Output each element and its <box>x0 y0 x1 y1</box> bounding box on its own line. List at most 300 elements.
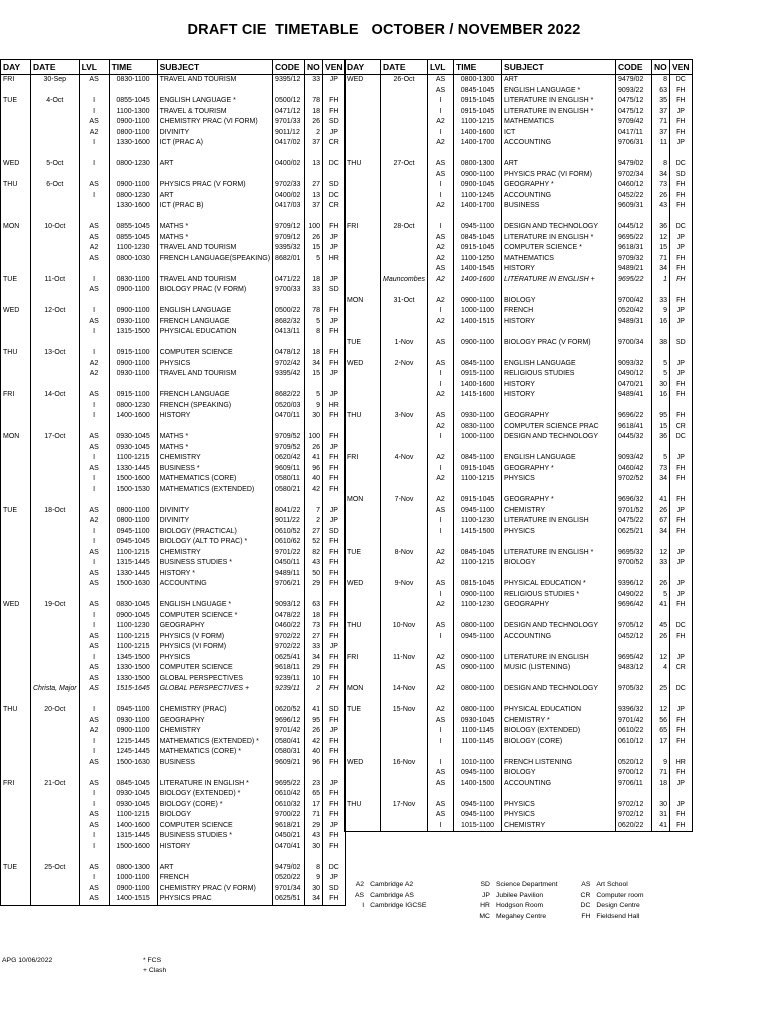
cell-date: 8-Nov <box>381 548 428 559</box>
cell-no: 8 <box>305 327 323 338</box>
cell-ven: JP <box>323 726 345 737</box>
spacer-row <box>1 422 346 433</box>
cell-code: 0625/41 <box>273 653 305 664</box>
cell-no: 12 <box>652 548 670 559</box>
cell-ven: FH <box>323 222 345 233</box>
cell-code <box>273 695 305 706</box>
cell-no: 33 <box>652 296 670 307</box>
cell-lvl: AS <box>79 779 109 790</box>
cell-code: 9700/12 <box>616 768 652 779</box>
spacer-row <box>1 149 346 160</box>
cell-day: FRI <box>1 779 31 790</box>
cell-date: 12-Oct <box>31 306 80 317</box>
cell-subject: BIOLOGY <box>157 810 272 821</box>
cell-subject <box>502 485 616 496</box>
cell-subject: COMPUTER SCIENCE * <box>157 611 272 622</box>
cell-subject: ART <box>157 159 272 170</box>
cell-day <box>345 422 381 433</box>
table-row <box>345 380 693 391</box>
table-row <box>1 579 346 590</box>
cell-subject <box>502 212 616 223</box>
cell-subject: CHEMISTRY PRAC (V FORM) <box>157 884 272 895</box>
cell-ven: SD <box>323 285 345 296</box>
table-row <box>345 180 693 191</box>
cell-code: 9093/22 <box>616 86 652 97</box>
cell-subject: CHEMISTRY (PRAC) <box>157 705 272 716</box>
cell-date <box>31 327 80 338</box>
spacer-row <box>345 642 693 653</box>
cell-no: 4 <box>652 663 670 674</box>
cell-lvl: I <box>428 306 454 317</box>
cell-lvl: AS <box>79 75 109 86</box>
cell-lvl: AS <box>428 411 454 422</box>
cell-day <box>1 621 31 632</box>
cell-code: 9093/42 <box>616 453 652 464</box>
cell-lvl <box>428 569 454 580</box>
cell-lvl: AS <box>79 821 109 832</box>
cell-ven: FH <box>323 327 345 338</box>
cell-ven <box>670 485 692 496</box>
cell-date <box>31 569 80 580</box>
cell-no: 26 <box>305 233 323 244</box>
cell-lvl: I <box>79 138 109 149</box>
cell-date <box>381 170 428 181</box>
cell-ven: JP <box>323 779 345 790</box>
cell-no: 37 <box>652 107 670 118</box>
cell-subject: PHYSICS PRAC (VI FORM) <box>502 170 616 181</box>
cell-day: WED <box>345 75 381 86</box>
cell-code <box>616 569 652 580</box>
cell-date <box>31 443 80 454</box>
cell-time <box>109 590 157 601</box>
cell-no: 67 <box>652 516 670 527</box>
cell-time: 1100-1215 <box>454 474 502 485</box>
cell-time <box>109 86 157 97</box>
cell-day: TUE <box>1 506 31 517</box>
cell-time: 1400-1600 <box>109 821 157 832</box>
cell-day <box>345 275 381 286</box>
cell-code: 9705/12 <box>616 621 652 632</box>
cell-time: 0830-1045 <box>109 600 157 611</box>
cell-lvl: AS <box>79 117 109 128</box>
cell-ven: DC <box>323 191 345 202</box>
cell-ven: FH <box>670 117 692 128</box>
spacer-row <box>345 611 693 622</box>
cell-date <box>381 810 428 821</box>
cell-subject: PHYSICS PRAC <box>157 894 272 905</box>
cell-subject <box>502 695 616 706</box>
cell-code: 0475/12 <box>616 96 652 107</box>
cell-date: 4-Nov <box>381 453 428 464</box>
cell-lvl: I <box>79 789 109 800</box>
cell-lvl: AS <box>79 390 109 401</box>
cell-lvl: AS <box>79 569 109 580</box>
cell-code: 0417/02 <box>273 138 305 149</box>
cell-no <box>652 569 670 580</box>
cell-code <box>273 768 305 779</box>
table-row <box>345 233 693 244</box>
cell-date <box>31 663 80 674</box>
cell-day <box>345 632 381 643</box>
table-row <box>1 506 346 517</box>
cell-day <box>345 138 381 149</box>
cell-subject: BIOLOGY (CORE) <box>502 737 616 748</box>
table-row <box>1 348 346 359</box>
cell-day: MON <box>345 296 381 307</box>
cell-date <box>381 642 428 653</box>
cell-subject <box>157 149 272 160</box>
table-row <box>1 621 346 632</box>
cell-time <box>454 348 502 359</box>
cell-time: 0800-1300 <box>454 75 502 86</box>
cell-subject: PHYSICS <box>502 474 616 485</box>
cell-time: 0800-1300 <box>454 159 502 170</box>
cell-date <box>381 117 428 128</box>
cell-subject: PHYSICS PRAC (V FORM) <box>157 180 272 191</box>
legend-venue-code: FH <box>581 912 591 920</box>
cell-ven <box>323 768 345 779</box>
legend-table <box>352 880 647 922</box>
cell-day <box>345 537 381 548</box>
cell-ven <box>670 674 692 685</box>
cell-day <box>1 411 31 422</box>
cell-date <box>31 611 80 622</box>
cell-day <box>1 380 31 391</box>
cell-no: 29 <box>305 579 323 590</box>
cell-code: 8682/01 <box>273 254 305 265</box>
cell-no: 5 <box>305 317 323 328</box>
cell-lvl: AS <box>428 264 454 275</box>
cell-date: 15-Nov <box>381 705 428 716</box>
cell-date <box>381 569 428 580</box>
cell-day <box>1 201 31 212</box>
cell-ven: FH <box>323 621 345 632</box>
cell-code: 9700/42 <box>616 296 652 307</box>
cell-no: 12 <box>652 233 670 244</box>
cell-subject <box>157 264 272 275</box>
cell-subject: BIOLOGY (EXTENDED) <box>502 726 616 737</box>
cell-code: 0470/41 <box>273 842 305 853</box>
cell-lvl: AS <box>79 684 109 695</box>
table-row <box>1 663 346 674</box>
cell-subject <box>157 590 272 601</box>
cell-code <box>273 212 305 223</box>
cell-day <box>1 443 31 454</box>
cell-lvl <box>79 86 109 97</box>
cell-ven <box>670 747 692 758</box>
cell-code: 9696/12 <box>273 716 305 727</box>
cell-ven <box>323 495 345 506</box>
cell-lvl: AS <box>79 548 109 559</box>
cell-time <box>454 747 502 758</box>
cell-ven: DC <box>670 432 692 443</box>
cell-lvl: A2 <box>428 254 454 265</box>
cell-date: 11-Nov <box>381 653 428 664</box>
legend-row <box>352 891 647 902</box>
cell-code: 0445/12 <box>616 222 652 233</box>
cell-code: 9701/42 <box>273 726 305 737</box>
cell-time <box>109 380 157 391</box>
cell-subject: ACCOUNTING <box>502 779 616 790</box>
cell-subject: BIOLOGY <box>502 558 616 569</box>
cell-code: 9709/12 <box>273 222 305 233</box>
cell-ven: FH <box>323 453 345 464</box>
table-row <box>345 201 693 212</box>
cell-ven: FH <box>323 348 345 359</box>
cell-day <box>1 548 31 559</box>
cell-code: 9696/22 <box>616 411 652 422</box>
cell-time: 1100-1145 <box>454 726 502 737</box>
cell-ven: FH <box>323 569 345 580</box>
cell-subject: DIVINITY <box>157 128 272 139</box>
cell-no: 65 <box>305 789 323 800</box>
cell-date <box>381 180 428 191</box>
cell-no: 30 <box>305 884 323 895</box>
cell-time: 0800-1230 <box>109 159 157 170</box>
table-row <box>345 779 693 790</box>
cell-ven <box>670 789 692 800</box>
cell-day <box>1 117 31 128</box>
cell-day: THU <box>345 800 381 811</box>
spacer-row <box>345 401 693 412</box>
cell-date: 30-Sep <box>31 75 80 86</box>
cell-day <box>1 128 31 139</box>
cell-subject: CHEMISTRY <box>157 453 272 464</box>
table-row <box>345 170 693 181</box>
spacer-row <box>1 380 346 391</box>
cell-ven: JP <box>670 590 692 601</box>
table-row <box>345 411 693 422</box>
cell-ven: FH <box>323 359 345 370</box>
cell-ven <box>323 170 345 181</box>
cell-date <box>381 443 428 454</box>
cell-lvl: A2 <box>428 243 454 254</box>
table-row <box>345 800 693 811</box>
cell-lvl <box>79 338 109 349</box>
cell-ven: FH <box>323 716 345 727</box>
cell-day <box>345 380 381 391</box>
cell-day: WED <box>345 359 381 370</box>
cell-code: 9702/12 <box>616 810 652 821</box>
cell-code: 0620/22 <box>616 821 652 832</box>
cell-ven: JP <box>670 705 692 716</box>
cell-code: 0460/22 <box>273 621 305 632</box>
header-time: TIME <box>454 60 502 75</box>
cell-day <box>345 401 381 412</box>
cell-day <box>345 768 381 779</box>
cell-no: 2 <box>305 516 323 527</box>
cell-time: 0930-1045 <box>109 432 157 443</box>
cell-lvl: I <box>79 558 109 569</box>
legend-level-name: Cambridge A2 <box>370 881 414 888</box>
cell-subject: LITERATURE IN ENGLISH <box>502 653 616 664</box>
legend-venue-code: JP <box>482 891 490 899</box>
cell-no: 40 <box>305 747 323 758</box>
table-row <box>345 296 693 307</box>
cell-ven: FH <box>670 254 692 265</box>
cell-ven: FH <box>670 810 692 821</box>
table-row <box>1 527 346 538</box>
cell-time: 1000-1100 <box>454 432 502 443</box>
cell-subject <box>157 695 272 706</box>
cell-no: 27 <box>305 527 323 538</box>
legend-level-name: Cambridge AS <box>370 891 414 899</box>
cell-subject: MATHEMATICS (CORE) * <box>157 747 272 758</box>
cell-no <box>305 149 323 160</box>
cell-subject: FRENCH <box>157 873 272 884</box>
cell-day <box>1 527 31 538</box>
cell-date <box>381 380 428 391</box>
cell-time: 0900-1045 <box>109 611 157 622</box>
cell-lvl: A2 <box>428 138 454 149</box>
cell-no: 40 <box>305 474 323 485</box>
spacer-row <box>345 695 693 706</box>
cell-subject <box>157 852 272 863</box>
cell-subject: MATHEMATICS (EXTENDED) <box>157 485 272 496</box>
cell-day <box>1 86 31 97</box>
cell-code: 0580/21 <box>273 485 305 496</box>
cell-day <box>1 516 31 527</box>
cell-date: 16-Nov <box>381 758 428 769</box>
cell-code <box>273 264 305 275</box>
footnote-fcs: * FCS <box>143 957 162 964</box>
header-day: DAY <box>345 60 381 75</box>
cell-no: 29 <box>305 821 323 832</box>
cell-code: 9696/42 <box>616 600 652 611</box>
legend-row <box>352 880 647 891</box>
cell-day <box>345 86 381 97</box>
cell-lvl: A2 <box>79 726 109 737</box>
spacer-row <box>1 212 346 223</box>
cell-no: 30 <box>305 842 323 853</box>
spacer-row <box>345 569 693 580</box>
cell-no: 27 <box>305 180 323 191</box>
cell-ven: JP <box>670 653 692 664</box>
cell-no: 42 <box>305 485 323 496</box>
cell-date <box>31 128 80 139</box>
cell-code: 9695/22 <box>273 779 305 790</box>
cell-no: 11 <box>652 138 670 149</box>
table-row <box>345 117 693 128</box>
cell-date <box>31 831 80 842</box>
cell-subject: HISTORY <box>502 317 616 328</box>
cell-ven: FH <box>323 800 345 811</box>
cell-code: 0500/12 <box>273 96 305 107</box>
cell-code: 0610/42 <box>273 789 305 800</box>
cell-no: 95 <box>652 411 670 422</box>
cell-no: 5 <box>305 390 323 401</box>
cell-lvl: AS <box>79 863 109 874</box>
cell-time: 1400-1600 <box>109 411 157 422</box>
legend-venue-name: Design Centre <box>596 902 640 909</box>
cell-no <box>652 642 670 653</box>
table-row <box>345 705 693 716</box>
cell-ven: FH <box>670 726 692 737</box>
cell-subject: ACCOUNTING <box>502 138 616 149</box>
cell-ven: JP <box>670 359 692 370</box>
cell-lvl: I <box>79 831 109 842</box>
cell-no <box>305 768 323 779</box>
spacer-row <box>345 443 693 454</box>
cell-lvl: I <box>428 369 454 380</box>
cell-time: 0900-1100 <box>454 590 502 601</box>
cell-time: 0845-1045 <box>109 779 157 790</box>
cell-subject: HISTORY <box>157 411 272 422</box>
cell-no <box>652 537 670 548</box>
cell-subject: ENGLISH LANGUAGE <box>502 359 616 370</box>
cell-lvl <box>79 422 109 433</box>
cell-time: 0945-1045 <box>109 537 157 548</box>
cell-code: 0610/52 <box>273 527 305 538</box>
cell-time: 1315-1445 <box>109 831 157 842</box>
cell-date: 18-Oct <box>31 506 80 517</box>
cell-subject: FRENCH LANGUAGE <box>157 317 272 328</box>
cell-ven: DC <box>670 75 692 86</box>
cell-lvl: I <box>79 159 109 170</box>
cell-ven: JP <box>323 369 345 380</box>
table-row <box>345 338 693 349</box>
cell-date <box>31 884 80 895</box>
cell-time: 1100-1215 <box>454 117 502 128</box>
cell-subject: ART <box>157 191 272 202</box>
cell-subject <box>502 747 616 758</box>
cell-time: 1330-1445 <box>109 569 157 580</box>
cell-lvl: AS <box>79 443 109 454</box>
cell-lvl <box>79 695 109 706</box>
cell-code: 9093/12 <box>273 600 305 611</box>
cell-code: 9618/41 <box>616 422 652 433</box>
cell-time: 1100-1215 <box>454 558 502 569</box>
cell-no: 17 <box>305 800 323 811</box>
cell-day: THU <box>345 411 381 422</box>
header-subject: SUBJECT <box>502 60 616 75</box>
cell-subject: TRAVEL AND TOURISM <box>157 275 272 286</box>
cell-time: 1100-1300 <box>109 107 157 118</box>
cell-ven: FH <box>323 810 345 821</box>
cell-no <box>305 380 323 391</box>
cell-day <box>1 894 31 905</box>
cell-code: 9705/32 <box>616 684 652 695</box>
cell-subject: BIOLOGY (PRACTICAL) <box>157 527 272 538</box>
cell-code <box>616 149 652 160</box>
cell-no: 23 <box>305 779 323 790</box>
cell-code: 0475/22 <box>616 516 652 527</box>
cell-time: 0800-1100 <box>109 506 157 517</box>
cell-lvl: AS <box>79 432 109 443</box>
header-code: CODE <box>273 60 305 75</box>
cell-time: 1100-1250 <box>454 254 502 265</box>
cell-time: 1400-1600 <box>454 128 502 139</box>
cell-date <box>31 191 80 202</box>
table-row <box>345 254 693 265</box>
cell-day <box>1 495 31 506</box>
cell-day <box>345 369 381 380</box>
cell-day <box>1 138 31 149</box>
cell-code: 0450/21 <box>273 831 305 842</box>
cell-day <box>1 768 31 779</box>
cell-time: 0915-1045 <box>454 495 502 506</box>
cell-date: 2-Nov <box>381 359 428 370</box>
cell-date <box>381 138 428 149</box>
cell-time <box>454 789 502 800</box>
cell-day <box>345 306 381 317</box>
cell-lvl: I <box>428 821 454 832</box>
cell-time <box>109 852 157 863</box>
cell-date <box>31 86 80 97</box>
cell-ven <box>323 212 345 223</box>
cell-date: 3-Nov <box>381 411 428 422</box>
cell-time: 1415-1500 <box>454 527 502 538</box>
